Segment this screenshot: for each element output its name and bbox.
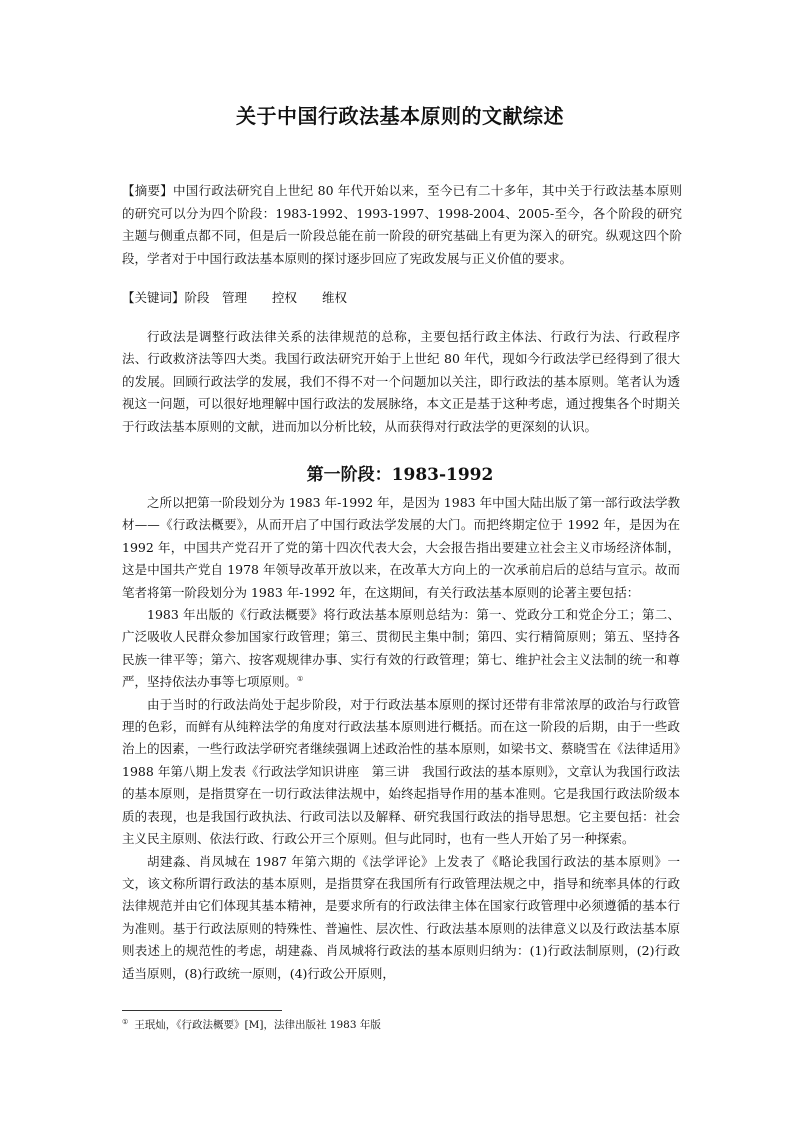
abstract xyxy=(122,180,682,270)
stage-one-paragraph-4: 胡建淼、肖凤城在 1987 年第六期的《法学评论》上发表了《略论我国行政法的基本原则》一文，该文称所谓行政法的基本原则，是指贯穿在我国所有行政管理法规之中，指导和统率具体的行政法律规范并由它们体现其基本精神，是要求所有的行政法律主体在国家行政管理中必须遵循的基本行为准则。基于行政法原则的特殊性、普遍性、层次性、行政法基本原则的法律意义以及行政法基本原则表述上的规范性的考虑，胡建淼、肖凤城将行政法的基本原则归纳为：(1)行政法制原则，(2)行政适当原则，(8)行政统一原则，(4)行政公开原则， xyxy=(122,853,680,981)
stage-one-paragraph-2 xyxy=(122,604,680,694)
keywords-tag: 【关键词】 xyxy=(122,290,185,305)
stage-one-paragraph-1: 之所以把第一阶段划分为 1983 年-1992 年，是因为 1983 年中国大陆出版了第一部行政法学教材——《行政法概要》，从而开启了中国行政法学发展的大门。而把终期定位于 1992 年，是因为在 1992 年，中国共产党召开了党的第十四次代表大会，大会报告指出要建立社会主义市场经济体制，这是中国共产党自 1978 年领导改革开放以来，在改革大方向上的一次承前启后的总结与宣示。故而笔者将第一阶段划分为 1983 年-1992 年，在这期间，有关行政法基本原则的论著主要包括： xyxy=(122,495,680,600)
footnote-reference: ① xyxy=(297,675,304,684)
abstract-tag: 【摘要】 xyxy=(122,183,174,198)
keywords xyxy=(122,287,682,310)
stage-one-body xyxy=(122,492,680,985)
stage-one-paragraph-2-text: 1983 年出版的《行政法概要》将行政法基本原则总结为：第一、党政分工和党企分工；第二、广泛吸收人民群众参加国家行政管理；第三、贯彻民主集中制；第四、实行精简原则；第五、坚持各民族一律平等；第六、按客观规律办事、实行有效的行政管理；第七、维护社会主义法制的统一和尊严，坚持依法办事等七项原则。 xyxy=(122,607,680,690)
footnote-marker: ① xyxy=(122,1017,129,1026)
stage-one-paragraph-3: 由于当时的行政法尚处于起步阶段，对于行政法基本原则的探讨还带有非常浓厚的政治与行政管理的色彩，而鲜有从纯粹法学的角度对行政法基本原则进行概括。而在这一阶段的后期，由于一些政治上的因素，一些行政法学研究者继续强调上述政治性的基本原则，如梁书文、蔡晓雪在《法律适用》1988 年第八期上发表《行政法学知识讲座 第三讲 我国行政法的基本原则》，文章认为我国行政法的基本原则，是指贯穿在一切行政法律法规中，始终起指导作用的基本准则。它是我国行政法阶级本质的表现，也是我国行政执法、行政司法以及解释、研究我国行政法的指导思想。它主要包括：社会主义民主原则、依法行政、行政公开三个原则。但与此同时，也有一些人开始了另一种探索。 xyxy=(122,696,680,847)
footnote-text: 王珉灿，《行政法概要》[M]，法律出版社 1983 年版 xyxy=(134,1019,381,1031)
intro-section xyxy=(122,326,680,438)
keywords-text: 阶段 管理 控权 维权 xyxy=(184,290,348,305)
footnote xyxy=(122,1017,682,1033)
document-title: 关于中国行政法基本原则的文献综述 xyxy=(236,104,564,128)
footnote-divider xyxy=(122,1010,282,1011)
abstract-text: 中国行政法研究自上世纪 80 年代开始以来，至今已有二十多年，其中关于行政法基本原则的研究可以分为四个阶段：1983-1992、1993-1997、1998-2004、2005-至今，各个阶段的研究主题与侧重点都不同，但是后一阶段总能在前一阶段的研究基础上有更为深入的研究。纵观这四个阶段，学者对于中国行政法基本原则的探讨逐步回应了宪政发展与正义价值的要求。 xyxy=(122,183,682,266)
intro-paragraph: 行政法是调整行政法律关系的法律规范的总称，主要包括行政主体法、行政行为法、行政程序法、行政救济法等四大类。我国行政法研究开始于上世纪 80 年代，现如今行政法学已经得到了很大的发展。回顾行政法学的发展，我们不得不对一个问题加以关注，即行政法的基本原则。笔者认为透视这一问题，可以很好地理解中国行政法的发展脉络，本文正是基于这种考虑，通过搜集各个时期关于行政法基本原则的文献，进而加以分析比较，从而获得对行政法学的更深刻的认识。 xyxy=(122,329,680,434)
section-heading-stage-one: 第一阶段：1983-1992 xyxy=(306,465,494,485)
